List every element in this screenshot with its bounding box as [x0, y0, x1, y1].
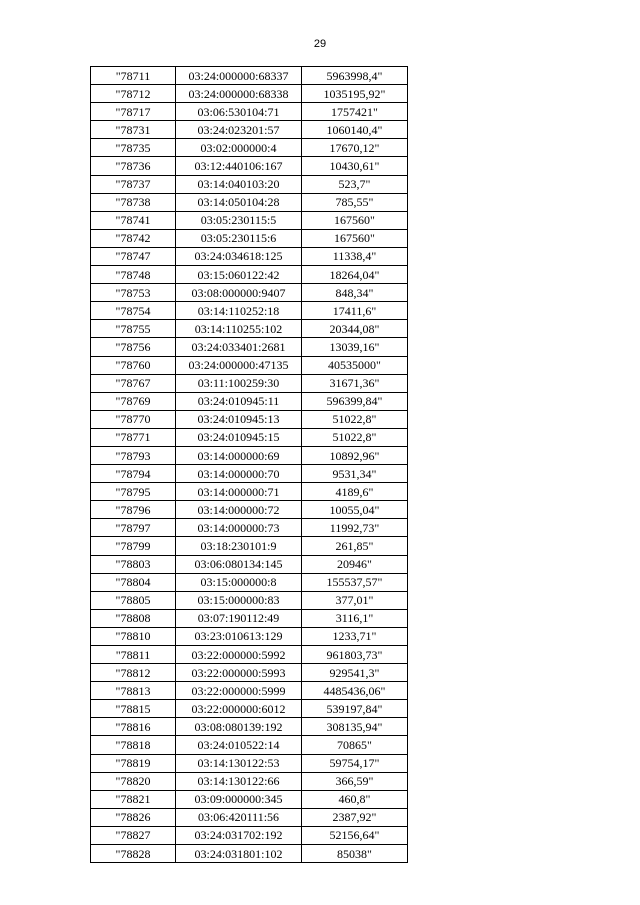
row-code-cell: "78819: [91, 754, 176, 772]
row-code-cell: "78755: [91, 320, 176, 338]
table-row: [91, 175, 408, 193]
cadastral-number-cell: 03:15:000000:83: [176, 591, 302, 609]
cadastral-number-cell: 03:07:190112:49: [176, 609, 302, 627]
row-code-cell: "78808: [91, 609, 176, 627]
value-cell: 18264,04": [302, 266, 408, 284]
table-row: [91, 736, 408, 754]
row-code-cell: "78796: [91, 501, 176, 519]
table-row: [91, 772, 408, 790]
cadastral-number-cell: 03:06:080134:145: [176, 555, 302, 573]
row-code-cell: "78804: [91, 573, 176, 591]
value-cell: 596399,84": [302, 392, 408, 410]
table-row: [91, 193, 408, 211]
table-row: [91, 302, 408, 320]
table-row: [91, 573, 408, 591]
value-cell: 460,8": [302, 790, 408, 808]
row-code-cell: "78827: [91, 826, 176, 844]
row-code-cell: "78828: [91, 845, 176, 863]
cadastral-number-cell: 03:24:010945:15: [176, 428, 302, 446]
value-cell: 10892,96": [302, 446, 408, 464]
row-code-cell: "78735: [91, 139, 176, 157]
row-code-cell: "78811: [91, 646, 176, 664]
cadastral-number-cell: 03:24:000000:68337: [176, 67, 302, 85]
value-cell: 70865": [302, 736, 408, 754]
value-cell: 261,85": [302, 537, 408, 555]
table-row: [91, 446, 408, 464]
table-row: [91, 139, 408, 157]
value-cell: 3116,1": [302, 609, 408, 627]
table-row: [91, 609, 408, 627]
value-cell: 1757421": [302, 103, 408, 121]
page-number: 29: [313, 38, 327, 50]
row-code-cell: "78742: [91, 229, 176, 247]
value-cell: 31671,36": [302, 374, 408, 392]
table-row: [91, 718, 408, 736]
row-code-cell: "78736: [91, 157, 176, 175]
table-row: [91, 519, 408, 537]
row-code-cell: "78826: [91, 808, 176, 826]
cadastral-number-cell: 03:12:440106:167: [176, 157, 302, 175]
row-code-cell: "78738: [91, 193, 176, 211]
table-row: [91, 646, 408, 664]
table-row: [91, 392, 408, 410]
cadastral-number-cell: 03:06:530104:71: [176, 103, 302, 121]
table-row: [91, 229, 408, 247]
table-row: [91, 483, 408, 501]
table-row: [91, 555, 408, 573]
value-cell: 20946": [302, 555, 408, 573]
value-cell: 961803,73": [302, 646, 408, 664]
table-row: [91, 121, 408, 139]
table-row: [91, 627, 408, 645]
row-code-cell: "78731: [91, 121, 176, 139]
cadastral-number-cell: 03:15:060122:42: [176, 266, 302, 284]
table-row: [91, 211, 408, 229]
value-cell: 59754,17": [302, 754, 408, 772]
table-row: [91, 284, 408, 302]
cadastral-number-cell: 03:24:010522:14: [176, 736, 302, 754]
table-row: [91, 428, 408, 446]
value-cell: 785,55": [302, 193, 408, 211]
value-cell: 11992,73": [302, 519, 408, 537]
value-cell: 929541,3": [302, 664, 408, 682]
cadastral-number-cell: 03:14:130122:66: [176, 772, 302, 790]
value-cell: 51022,8": [302, 410, 408, 428]
row-code-cell: "78816: [91, 718, 176, 736]
row-code-cell: "78760: [91, 356, 176, 374]
table-row: [91, 247, 408, 265]
row-code-cell: "78770: [91, 410, 176, 428]
table-row: [91, 591, 408, 609]
cadastral-number-cell: 03:14:050104:28: [176, 193, 302, 211]
cadastral-number-cell: 03:24:010945:11: [176, 392, 302, 410]
row-code-cell: "78815: [91, 700, 176, 718]
cadastral-number-cell: 03:24:000000:47135: [176, 356, 302, 374]
table-row: [91, 266, 408, 284]
row-code-cell: "78747: [91, 247, 176, 265]
value-cell: 4485436,06": [302, 682, 408, 700]
value-cell: 4189,6": [302, 483, 408, 501]
value-cell: 51022,8": [302, 428, 408, 446]
table-row: [91, 664, 408, 682]
row-code-cell: "78767: [91, 374, 176, 392]
cadastral-number-cell: 03:14:000000:73: [176, 519, 302, 537]
cadastral-number-cell: 03:06:420111:56: [176, 808, 302, 826]
value-cell: 85038": [302, 845, 408, 863]
row-code-cell: "78813: [91, 682, 176, 700]
row-code-cell: "78820: [91, 772, 176, 790]
row-code-cell: "78754: [91, 302, 176, 320]
cadastral-number-cell: 03:22:000000:5992: [176, 646, 302, 664]
table-row: [91, 320, 408, 338]
cadastral-number-cell: 03:14:000000:71: [176, 483, 302, 501]
row-code-cell: "78812: [91, 664, 176, 682]
value-cell: 40535000": [302, 356, 408, 374]
row-code-cell: "78799: [91, 537, 176, 555]
row-code-cell: "78711: [91, 67, 176, 85]
cadastral-number-cell: 03:08:000000:9407: [176, 284, 302, 302]
row-code-cell: "78741: [91, 211, 176, 229]
value-cell: 9531,34": [302, 465, 408, 483]
table-row: [91, 465, 408, 483]
value-cell: 17411,6": [302, 302, 408, 320]
row-code-cell: "78803: [91, 555, 176, 573]
cadastral-number-cell: 03:14:000000:69: [176, 446, 302, 464]
data-table: [90, 66, 408, 863]
table-row: [91, 682, 408, 700]
row-code-cell: "78748: [91, 266, 176, 284]
row-code-cell: "78793: [91, 446, 176, 464]
table-row: [91, 374, 408, 392]
cadastral-number-cell: 03:14:040103:20: [176, 175, 302, 193]
row-code-cell: "78821: [91, 790, 176, 808]
cadastral-number-cell: 03:23:010613:129: [176, 627, 302, 645]
table-row: [91, 845, 408, 863]
value-cell: 52156,64": [302, 826, 408, 844]
row-code-cell: "78795: [91, 483, 176, 501]
cadastral-number-cell: 03:24:034618:125: [176, 247, 302, 265]
table-row: [91, 808, 408, 826]
cadastral-number-cell: 03:05:230115:5: [176, 211, 302, 229]
cadastral-number-cell: 03:24:000000:68338: [176, 85, 302, 103]
table-row: [91, 501, 408, 519]
table-row: [91, 537, 408, 555]
row-code-cell: "78794: [91, 465, 176, 483]
table-row: [91, 157, 408, 175]
table-row: [91, 410, 408, 428]
cadastral-number-cell: 03:22:000000:5993: [176, 664, 302, 682]
value-cell: 167560": [302, 211, 408, 229]
table-row: [91, 67, 408, 85]
table-row: [91, 700, 408, 718]
row-code-cell: "78818: [91, 736, 176, 754]
value-cell: 539197,84": [302, 700, 408, 718]
row-code-cell: "78769: [91, 392, 176, 410]
cadastral-number-cell: 03:24:010945:13: [176, 410, 302, 428]
cadastral-number-cell: 03:24:031702:192: [176, 826, 302, 844]
value-cell: 377,01": [302, 591, 408, 609]
cadastral-number-cell: 03:02:000000:4: [176, 139, 302, 157]
cadastral-number-cell: 03:14:000000:72: [176, 501, 302, 519]
value-cell: 523,7": [302, 175, 408, 193]
value-cell: 848,34": [302, 284, 408, 302]
value-cell: 1035195,92": [302, 85, 408, 103]
cadastral-number-cell: 03:14:110255:102: [176, 320, 302, 338]
value-cell: 10055,04": [302, 501, 408, 519]
value-cell: 2387,92": [302, 808, 408, 826]
table-body: [91, 67, 408, 863]
cadastral-number-cell: 03:18:230101:9: [176, 537, 302, 555]
row-code-cell: "78737: [91, 175, 176, 193]
value-cell: 1233,71": [302, 627, 408, 645]
cadastral-number-cell: 03:22:000000:5999: [176, 682, 302, 700]
cadastral-number-cell: 03:24:033401:2681: [176, 338, 302, 356]
value-cell: 167560": [302, 229, 408, 247]
cadastral-number-cell: 03:09:000000:345: [176, 790, 302, 808]
row-code-cell: "78771: [91, 428, 176, 446]
value-cell: 13039,16": [302, 338, 408, 356]
cadastral-number-cell: 03:14:000000:70: [176, 465, 302, 483]
table-row: [91, 103, 408, 121]
row-code-cell: "78756: [91, 338, 176, 356]
table-row: [91, 85, 408, 103]
value-cell: 5963998,4": [302, 67, 408, 85]
cadastral-number-cell: 03:08:080139:192: [176, 718, 302, 736]
cadastral-number-cell: 03:15:000000:8: [176, 573, 302, 591]
row-code-cell: "78810: [91, 627, 176, 645]
table-row: [91, 826, 408, 844]
cadastral-number-cell: 03:05:230115:6: [176, 229, 302, 247]
row-code-cell: "78753: [91, 284, 176, 302]
value-cell: 366,59": [302, 772, 408, 790]
value-cell: 11338,4": [302, 247, 408, 265]
row-code-cell: "78712: [91, 85, 176, 103]
table-row: [91, 790, 408, 808]
value-cell: 1060140,4": [302, 121, 408, 139]
row-code-cell: "78717: [91, 103, 176, 121]
table-row: [91, 338, 408, 356]
cadastral-number-cell: 03:14:110252:18: [176, 302, 302, 320]
cadastral-number-cell: 03:24:023201:57: [176, 121, 302, 139]
table-row: [91, 356, 408, 374]
cadastral-number-cell: 03:11:100259:30: [176, 374, 302, 392]
row-code-cell: "78797: [91, 519, 176, 537]
value-cell: 20344,08": [302, 320, 408, 338]
value-cell: 10430,61": [302, 157, 408, 175]
table-row: [91, 754, 408, 772]
row-code-cell: "78805: [91, 591, 176, 609]
value-cell: 17670,12": [302, 139, 408, 157]
cadastral-number-cell: 03:24:031801:102: [176, 845, 302, 863]
cadastral-number-cell: 03:14:130122:53: [176, 754, 302, 772]
value-cell: 155537,57": [302, 573, 408, 591]
value-cell: 308135,94": [302, 718, 408, 736]
cadastral-number-cell: 03:22:000000:6012: [176, 700, 302, 718]
